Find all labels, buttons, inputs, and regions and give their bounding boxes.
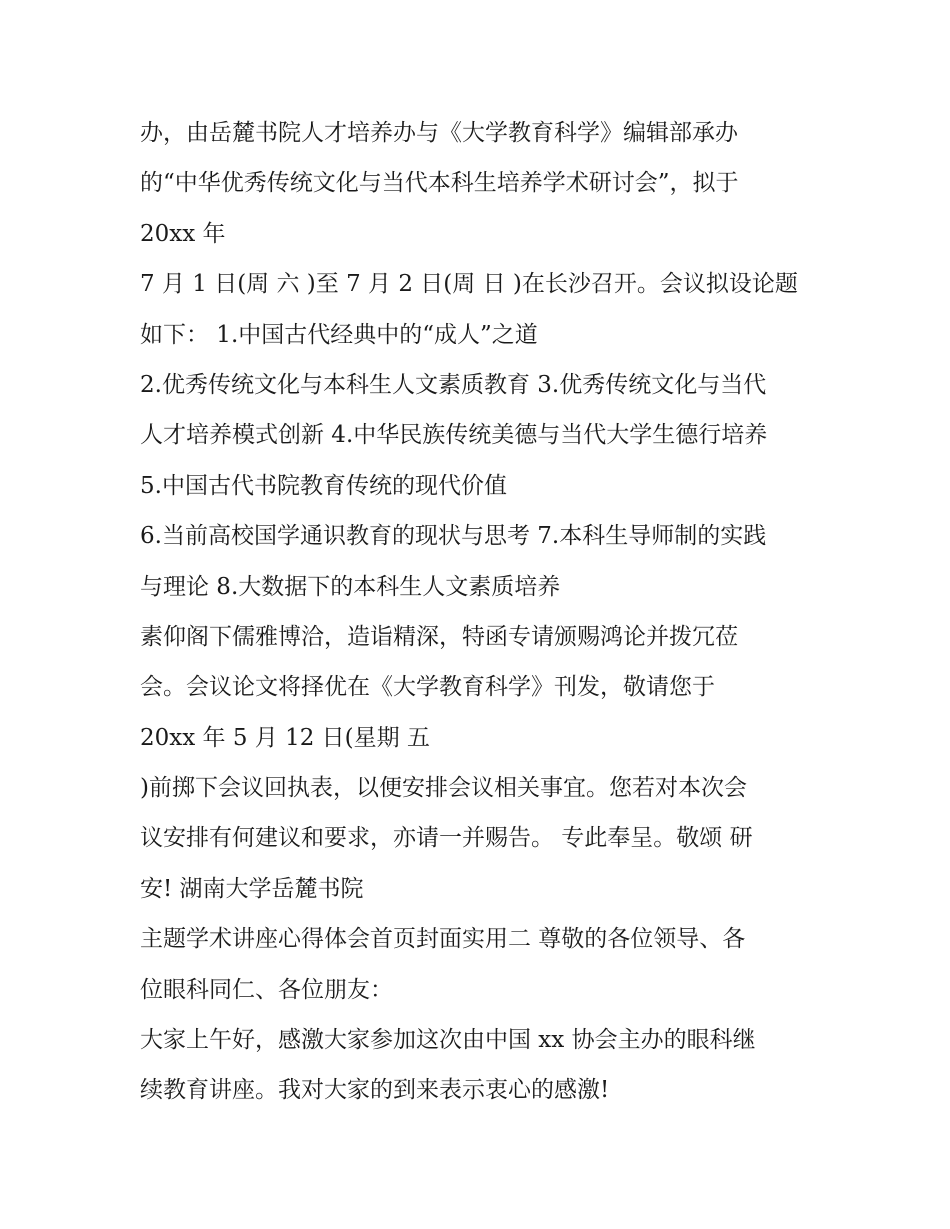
text-line: 续教育讲座。我对大家的到来表示衷心的感激! xyxy=(140,1077,610,1104)
text-line: )前掷下会议回执表，以便安排会议相关事宜。您若对本次会 xyxy=(140,775,747,802)
text-line: 位眼科同仁、各位朋友： xyxy=(140,976,393,1003)
text-line: 会。会议论文将择优在《大学教育科学》刊发，敬请您于 xyxy=(140,674,715,701)
document-body xyxy=(140,108,840,1116)
text-line: 主题学术讲座心得体会首页封面实用二 尊敬的各位领导、各 xyxy=(140,926,746,953)
text-line: 办，由岳麓书院人才培养办与《大学教育科学》编辑部承办 xyxy=(140,120,738,146)
text-line: 20xx 年 xyxy=(140,220,226,247)
text-line: 大家上午好，感激大家参加这次由中国 xx 协会主办的眼科继 xyxy=(140,1027,756,1054)
text-line: 议安排有何建议和要求，亦请一并赐告。 专此奉呈。敬颂 研 xyxy=(140,825,753,852)
text-line: 素仰阁下儒雅博洽，造诣精深，特函专请颁赐鸿论并拨冗莅 xyxy=(140,623,738,650)
text-line: 7 月 1 日(周 六 )至 7 月 2 日(周 日 )在长沙召开。会议拟设论题 xyxy=(140,271,798,298)
text-line: 安! 湖南大学岳麓书院 xyxy=(140,875,364,902)
text-line: 20xx 年 5 月 12 日(星期 五 xyxy=(140,724,430,751)
text-line: 人才培养模式创新 4.中华民族传统美德与当代大学生德行培养 xyxy=(140,422,768,449)
text-line: 2.优秀传统文化与本科生人文素质教育 3.优秀传统文化与当代 xyxy=(140,371,767,398)
text-line: 与理论 8.大数据下的本科生人文素质培养 xyxy=(140,573,561,600)
text-line: 如下： 1.中国古代经典中的“成人”之道 xyxy=(140,321,538,348)
text-line: 的“中华优秀传统文化与当代本科生培养学术研讨会”，拟于 xyxy=(140,170,739,197)
text-line: 6.当前高校国学通识教育的现状与思考 7.本科生导师制的实践 xyxy=(140,523,767,550)
text-line: 5.中国古代书院教育传统的现代价值 xyxy=(140,472,507,499)
